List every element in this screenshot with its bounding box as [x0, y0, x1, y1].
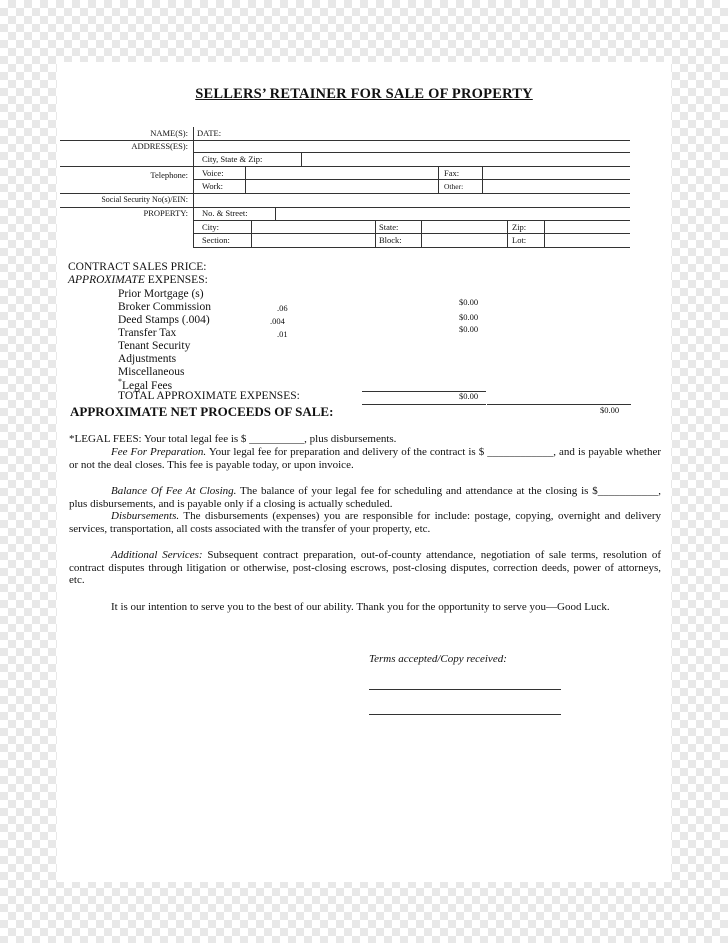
property-label: PROPERTY:: [143, 208, 188, 218]
fee-closing-paragraph: Balance Of Fee At Closing. The balance of your legal fee for scheduling and attendance at the closing is $___________, plus disbursements, and is payable only if a closing is actually scheduled.: [69, 485, 661, 510]
expense-item-label: Miscellaneous: [118, 366, 185, 378]
other-label: Other:: [444, 182, 464, 191]
total-expenses-label: TOTAL APPROXIMATE EXPENSES:: [118, 390, 300, 402]
city-label: City:: [202, 222, 220, 232]
expense-item-rate: .004: [270, 316, 285, 326]
section-label: Section:: [202, 235, 230, 245]
expense-item-label: Tenant Security: [118, 340, 191, 352]
signature-line: [369, 714, 561, 715]
total-expenses-amount: $0.00: [459, 391, 479, 401]
expense-item-label: Deed Stamps (.004): [118, 314, 210, 326]
address-label: ADDRESS(ES):: [131, 141, 188, 151]
legal-fees-total: *LEGAL FEES: Your total legal fee is $ __________, plus disbursements.: [69, 433, 397, 445]
additional-services-paragraph: Additional Services: Subsequent contract preparation, out-of-county attendance, negotiation of sale terms, resolution of contract disputes through litigation or otherwise, post-closing escrows, post-closing disputes, correction deeds, power of attorneys, etc.: [69, 549, 661, 587]
expense-item-label: Transfer Tax: [118, 327, 177, 339]
lot-label: Lot:: [512, 235, 527, 245]
contract-price-label: CONTRACT SALES PRICE:: [68, 261, 207, 273]
signature-line: [369, 689, 561, 690]
net-proceeds-amount: $0.00: [600, 405, 620, 415]
legal-fees-label: *Legal Fees: [118, 377, 173, 392]
no-street-label: No. & Street:: [202, 208, 248, 218]
work-label: Work:: [202, 181, 224, 191]
expense-item-amount: $0.00: [459, 324, 479, 334]
ssn-label: Social Security No(s)/EIN:: [101, 195, 188, 204]
expense-item-amount: $0.00: [459, 297, 479, 307]
document-title: SELLERS’ RETAINER FOR SALE OF PROPERTY: [195, 86, 533, 102]
block-label: Block:: [379, 235, 402, 245]
expense-item-label: Adjustments: [118, 353, 177, 365]
expense-item-amount: $0.00: [459, 312, 479, 322]
names-label: NAME(S):: [150, 128, 188, 138]
expense-item-label: Broker Commission: [118, 301, 211, 313]
terms-accepted-label: Terms accepted/Copy received:: [369, 653, 507, 665]
net-proceeds-label: APPROXIMATE NET PROCEEDS OF SALE:: [70, 404, 334, 419]
zip-label: Zip:: [512, 222, 527, 232]
disbursements-paragraph: Disbursements. The disbursements (expenses) you are responsible for include: postage, copying, overnight and delivery services, transportation, all costs associated with the transfer of your property, etc.: [69, 510, 661, 535]
expense-item-rate: .01: [277, 329, 288, 339]
document-page: [57, 62, 671, 882]
telephone-label: Telephone:: [150, 170, 188, 180]
fee-preparation-paragraph: Fee For Preparation. Your legal fee for preparation and delivery of the contract is $ ____________, and is payable whether or not the deal closes. This fee is payable today, or upon invoice.: [69, 446, 661, 471]
expense-item-label: Prior Mortgage (s): [118, 288, 204, 300]
approx-expenses-label: APPROXIMATE EXPENSES:: [68, 274, 208, 286]
state-label: State:: [379, 222, 399, 232]
city-state-zip-label: City, State & Zip:: [202, 154, 263, 164]
fax-label: Fax:: [444, 168, 460, 178]
expense-item-rate: .06: [277, 303, 288, 313]
closing-paragraph: It is our intention to serve you to the best of our ability. Thank you for the opportunity to serve you—Good Luck.: [111, 601, 610, 613]
voice-label: Voice:: [202, 168, 224, 178]
date-label: DATE:: [197, 128, 222, 138]
